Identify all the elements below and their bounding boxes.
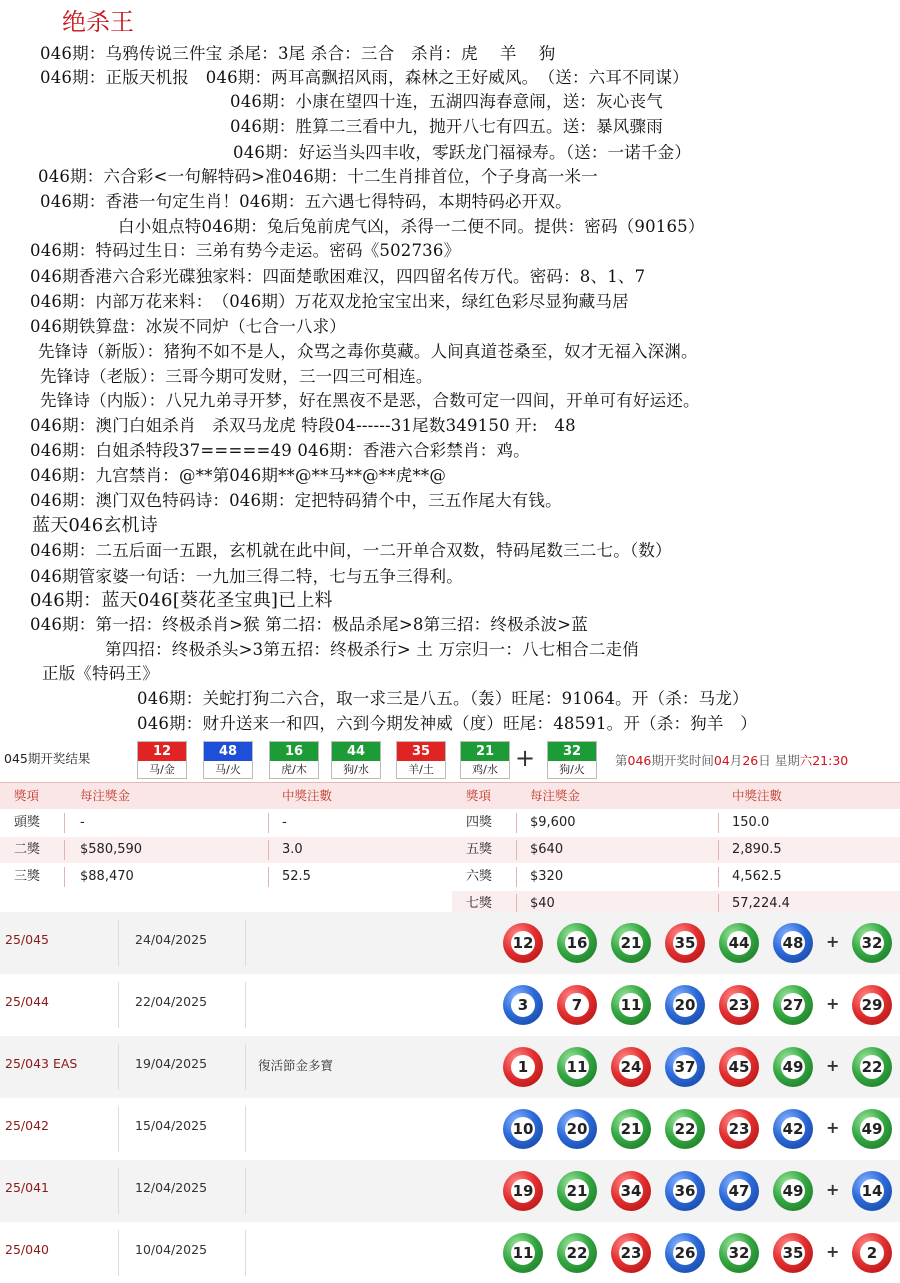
prize-count: 3.0 — [282, 842, 303, 857]
special-lottery-ball — [852, 1233, 892, 1273]
ball-number: 11 — [511, 1241, 535, 1265]
lottery-ball — [665, 1109, 705, 1149]
ball-number: 11 — [619, 993, 643, 1017]
draw-date: 19/04/2025 — [135, 1056, 208, 1071]
prize-amount: - — [80, 815, 85, 830]
table-row — [0, 1098, 900, 1160]
text-line: 046期管家婆一句话：一九加三得二特，七与五争三得利。 — [30, 567, 463, 586]
lottery-ball — [557, 1233, 597, 1273]
draw-id: 25/040 — [5, 1242, 49, 1257]
text-line: 先锋诗（内版）：八兄九弟寻开梦，好在黑夜不是恶，合数可定一四间，开单可有好运还。 — [40, 391, 700, 410]
result-ball — [137, 741, 187, 779]
ball-zodiac: 羊/土 — [408, 763, 434, 776]
prize-row — [0, 810, 900, 836]
lottery-ball — [773, 1233, 813, 1273]
result-period-label: 045期开奖结果 — [4, 751, 91, 766]
prize-amount: $40 — [530, 896, 555, 911]
lottery-ball — [719, 1047, 759, 1087]
plus-sign: + — [826, 994, 840, 1013]
ball-number: 45 — [727, 1055, 751, 1079]
lottery-ball — [503, 1047, 543, 1087]
lottery-ball — [773, 985, 813, 1025]
prize-item: 頭獎 — [14, 815, 41, 830]
result-ball — [269, 741, 319, 779]
ball-number: 21 — [619, 931, 643, 955]
ball-zodiac: 虎/木 — [281, 763, 307, 776]
ball-number: 11 — [565, 1055, 589, 1079]
special-ball — [547, 741, 597, 779]
ball-number: 47 — [727, 1179, 751, 1203]
lottery-ball — [503, 1233, 543, 1273]
lottery-ball — [611, 985, 651, 1025]
ball-zodiac: 马/火 — [215, 763, 241, 776]
text-line: 046期：好运当头四丰收，零跃龙门福禄寿。（送：一诺千金） — [233, 143, 692, 162]
ball-zodiac: 鸡/水 — [472, 763, 498, 776]
prize-amount: $320 — [530, 869, 564, 884]
text-line: 046期：澳门白姐杀肖 杀双马龙虎 特段04------31尾数349150 开: 48 — [30, 416, 576, 435]
ball-number: 44 — [727, 931, 751, 955]
next-draw-month: 04 — [713, 753, 730, 768]
prize-header-row — [0, 783, 900, 809]
lottery-ball — [557, 1171, 597, 1211]
result-ball — [331, 741, 381, 779]
lottery-ball — [665, 923, 705, 963]
text-line: 046期：六合彩<一句解特码>准046期：十二生肖排首位，个子身高一米一 — [38, 167, 598, 186]
ball-number: 23 — [727, 1117, 751, 1141]
ball-number: 21 — [619, 1117, 643, 1141]
lottery-ball — [773, 923, 813, 963]
next-draw-weekday: 六 — [799, 753, 813, 768]
header-item: 獎項 — [14, 788, 40, 803]
ball-number: 23 — [727, 993, 751, 1017]
text-line: 第四招：终极杀头>3第五招：终极杀行> 土 万宗归一：八七相合二走俏 — [105, 640, 639, 659]
plus-sign: + — [826, 1056, 840, 1075]
ball-number: 35 — [397, 742, 445, 761]
next-draw-period: 046 — [627, 753, 652, 768]
lottery-ball — [719, 985, 759, 1025]
prize-count: 150.0 — [732, 815, 770, 830]
ball-zodiac: 马/金 — [149, 763, 175, 776]
text-line: 046期香港六合彩光碟独家料：四面楚歌困难汉，四四留名传万代。密码：8、1、7 — [30, 267, 646, 286]
header-count: 中獎注數 — [732, 788, 783, 803]
ball-number: 29 — [860, 993, 884, 1017]
ball-zodiac: 狗/火 — [559, 763, 585, 776]
ball-number: 49 — [860, 1117, 884, 1141]
header-item: 獎項 — [466, 788, 492, 803]
prize-item: 五獎 — [466, 842, 493, 857]
text-line: 046期：乌鸦传说三件宝 杀尾：3尾 杀合：三合 杀肖：虎 羊 狗 — [40, 44, 556, 63]
prize-amount: $640 — [530, 842, 564, 857]
result-ball — [396, 741, 446, 779]
result-ball — [460, 741, 510, 779]
lottery-ball — [719, 1109, 759, 1149]
draw-id: 25/043 EAS — [5, 1056, 78, 1071]
lottery-ball — [611, 1171, 651, 1211]
ball-number: 16 — [270, 742, 318, 761]
text-line: 046期：蓝天046[葵花圣宝典]已上料 — [30, 590, 333, 611]
prize-amount: $9,600 — [530, 815, 576, 830]
ball-number: 48 — [204, 742, 252, 761]
draw-date: 24/04/2025 — [135, 932, 208, 947]
ball-number: 23 — [619, 1241, 643, 1265]
lottery-ball — [611, 1233, 651, 1273]
ball-number: 3 — [511, 993, 535, 1017]
prize-count: 4,562.5 — [732, 869, 782, 884]
lottery-ball — [611, 1109, 651, 1149]
lottery-ball — [665, 985, 705, 1025]
ball-number: 44 — [332, 742, 380, 761]
draw-date: 10/04/2025 — [135, 1242, 208, 1257]
ball-number: 32 — [860, 931, 884, 955]
text-line: 046期：第一招：终极杀肖>猴 第二招：极品杀尾>8第三招：终极杀波>蓝 — [30, 615, 588, 634]
text-line: 白小姐点特046期：兔后兔前虎气凶，杀得一二便不同。提供：密码（90165） — [118, 217, 705, 236]
prize-table — [0, 782, 900, 916]
ball-number: 32 — [548, 742, 596, 761]
prize-count: - — [282, 815, 287, 830]
header-count: 中獎注數 — [282, 788, 333, 803]
ball-number: 2 — [860, 1241, 884, 1265]
plus-sign: + — [826, 1118, 840, 1137]
next-draw-time — [615, 751, 848, 769]
header-prize: 每注獎金 — [80, 788, 131, 803]
text-line: 046期：二五后面一五跟，玄机就在此中间，一二开单合双数，特码尾数三二七。（数） — [30, 541, 672, 560]
prize-item: 三獎 — [14, 869, 41, 884]
lottery-ball — [773, 1109, 813, 1149]
draw-date: 22/04/2025 — [135, 994, 208, 1009]
text-line: 046期：财升送来一和四，六到今期发神威（度）旺尾：48591。开（杀：狗羊 ） — [137, 714, 757, 733]
prize-item: 二獎 — [14, 842, 41, 857]
lottery-ball — [557, 923, 597, 963]
ball-number: 19 — [511, 1179, 535, 1203]
header-prize: 每注獎金 — [530, 788, 581, 803]
lottery-ball — [557, 1109, 597, 1149]
ball-number: 20 — [673, 993, 697, 1017]
ball-number: 42 — [781, 1117, 805, 1141]
ball-number: 14 — [860, 1179, 884, 1203]
lottery-ball — [773, 1171, 813, 1211]
text-line: 046期：香港一句定生肖！046期：五六遇七得特码，本期特码必开双。 — [40, 192, 572, 211]
lottery-ball — [773, 1047, 813, 1087]
draw-note: 復活節金多寶 — [258, 1058, 334, 1073]
ball-number: 12 — [138, 742, 186, 761]
ball-number: 24 — [619, 1055, 643, 1079]
lottery-ball — [557, 985, 597, 1025]
text-line: 046期铁算盘：冰炭不同炉（七合一八求） — [30, 317, 346, 336]
lottery-ball — [719, 1233, 759, 1273]
text-line: 046期：关蛇打狗二六合，取一求三是八五。（轰）旺尾：91064。开（杀：马龙） — [137, 689, 749, 708]
text-line: 蓝天046玄机诗 — [32, 515, 158, 536]
next-draw-day: 26 — [742, 753, 759, 768]
plus-sign: + — [826, 1242, 840, 1261]
text-line: 先锋诗（老版）：三哥今期可发财，三一四三可相连。 — [40, 367, 433, 386]
special-lottery-ball — [852, 1109, 892, 1149]
table-row — [0, 1036, 900, 1098]
ball-number: 1 — [511, 1055, 535, 1079]
ball-number: 35 — [673, 931, 697, 955]
ball-number: 22 — [673, 1117, 697, 1141]
lottery-ball — [503, 1109, 543, 1149]
text-line: 046期：小康在望四十连，五湖四海春意闹，送：灰心丧气 — [230, 92, 663, 111]
prize-item: 七獎 — [466, 896, 493, 911]
ball-number: 21 — [565, 1179, 589, 1203]
table-row — [0, 1222, 900, 1283]
ball-number: 49 — [781, 1055, 805, 1079]
prize-row — [0, 837, 900, 863]
special-lottery-ball — [852, 1171, 892, 1211]
prize-amount: $580,590 — [80, 842, 143, 857]
text-line: 046期：内部万花来料： （046期）万花双龙抢宝宝出来，绿红色彩尽显狗藏马居 — [30, 292, 629, 311]
text-line: 046期：九宫禁肖：@**第046期**@**马**@**虎**@ — [30, 466, 447, 485]
prize-count: 57,224.4 — [732, 896, 790, 911]
ball-number: 12 — [511, 931, 535, 955]
next-draw-mid: 期开奖时间 — [651, 753, 714, 768]
lottery-ball — [503, 1171, 543, 1211]
lottery-ball — [503, 985, 543, 1025]
page-title: 绝杀王 — [62, 8, 134, 36]
draw-id: 25/044 — [5, 994, 49, 1009]
prize-count: 2,890.5 — [732, 842, 782, 857]
prize-item: 四獎 — [466, 815, 493, 830]
text-line: 046期：正版天机报 046期：两耳高飘招风雨，森林之王好威风。 （送：六耳不同谋） — [40, 68, 689, 87]
next-draw-month-unit: 月 — [729, 753, 743, 768]
text-line: 先锋诗（新版）：猪狗不如不是人，众骂之毒你莫藏。人间真道苍桑至，奴才无福入深渊。 — [38, 342, 698, 361]
draw-id: 25/042 — [5, 1118, 49, 1133]
lottery-ball — [665, 1047, 705, 1087]
ball-number: 10 — [511, 1117, 535, 1141]
lottery-ball — [665, 1233, 705, 1273]
draw-history-table — [0, 912, 900, 1283]
draw-date: 12/04/2025 — [135, 1180, 208, 1195]
prize-count: 52.5 — [282, 869, 311, 884]
next-draw-day-unit: 日 星期 — [758, 753, 800, 768]
ball-number: 37 — [673, 1055, 697, 1079]
special-lottery-ball — [852, 1047, 892, 1087]
plus-sign: + — [826, 1180, 840, 1199]
next-draw-prefix: 第 — [615, 753, 628, 768]
ball-number: 35 — [781, 1241, 805, 1265]
lottery-ball — [665, 1171, 705, 1211]
text-line: 046期：特码过生日：三弟有势今走运。密码《502736》 — [30, 241, 461, 260]
ball-number: 36 — [673, 1179, 697, 1203]
ball-number: 27 — [781, 993, 805, 1017]
ball-number: 20 — [565, 1117, 589, 1141]
draw-result-bar — [0, 740, 900, 780]
special-lottery-ball — [852, 985, 892, 1025]
ball-zodiac: 狗/水 — [343, 763, 369, 776]
lottery-ball — [611, 923, 651, 963]
text-line: 046期：胜算二三看中九，抛开八七有四五。送：暴风骤雨 — [230, 117, 663, 136]
ball-number: 34 — [619, 1179, 643, 1203]
next-draw-clock: 21:30 — [812, 753, 849, 768]
lottery-ball — [557, 1047, 597, 1087]
lottery-ball — [503, 923, 543, 963]
prize-item: 六獎 — [466, 869, 493, 884]
table-row — [0, 1160, 900, 1222]
table-row — [0, 974, 900, 1036]
lottery-ball — [719, 1171, 759, 1211]
text-line: 046期：白姐杀特段37=====49 046期：香港六合彩禁肖：鸡。 — [30, 441, 530, 460]
prize-amount: $88,470 — [80, 869, 134, 884]
result-ball — [203, 741, 253, 779]
text-line: 正版《特码王》 — [42, 664, 159, 683]
draw-id: 25/041 — [5, 1180, 49, 1195]
prize-row — [0, 864, 900, 890]
ball-number: 48 — [781, 931, 805, 955]
draw-date: 15/04/2025 — [135, 1118, 208, 1133]
table-row — [0, 912, 900, 974]
lottery-ball — [611, 1047, 651, 1087]
ball-number: 49 — [781, 1179, 805, 1203]
ball-number: 21 — [461, 742, 509, 761]
ball-number: 26 — [673, 1241, 697, 1265]
ball-number: 22 — [860, 1055, 884, 1079]
plus-sign: + — [826, 932, 840, 951]
plus-sign: + — [515, 744, 536, 772]
lottery-ball — [719, 923, 759, 963]
text-line: 046期：澳门双色特码诗：046期：定把特码猜个中，三五作尾大有钱。 — [30, 491, 562, 510]
ball-number: 16 — [565, 931, 589, 955]
ball-number: 22 — [565, 1241, 589, 1265]
special-lottery-ball — [852, 923, 892, 963]
draw-id: 25/045 — [5, 932, 49, 947]
ball-number: 32 — [727, 1241, 751, 1265]
ball-number: 7 — [565, 993, 589, 1017]
